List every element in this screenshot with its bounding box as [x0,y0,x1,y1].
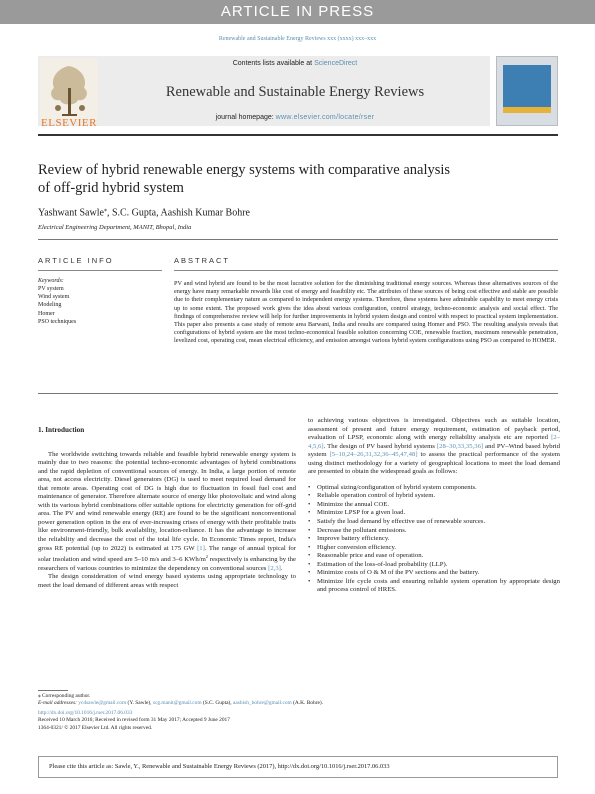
goals-list [308,484,560,595]
ref-link[interactable]: [5–10,24–26,31,32,36–45,47,48] [329,451,418,459]
elsevier-wordmark: ELSEVIER [41,117,97,129]
ref-link[interactable]: [28–30,33,35,36] [436,442,484,450]
article-in-press-banner: ARTICLE IN PRESS [0,0,595,24]
email-name: (S.C. Gupta), [201,700,234,707]
keyword-item: PV system [38,286,64,292]
right-text-c: and PV–Wind based hybrid system [308,442,561,459]
ref-link[interactable]: [2,3] [268,564,281,572]
right-column [308,417,560,595]
keywords-list [38,285,76,326]
ref-link[interactable]: [2–4,5,6] [308,434,560,450]
email-name: (A.K. Bohre). [291,700,324,707]
journal-cover-thumbnail-icon[interactable] [496,56,558,126]
title-line-1: Review of hybrid renewable energy systems with comparative analysis [38,162,451,178]
title-divider [38,239,558,240]
goal-item: • Satisfy the load demand by effective use of renewable sources. [308,518,560,527]
goal-item: • Minimize costs of O & M of the PV sections and the battery. [308,569,560,578]
cover-band [503,107,551,113]
contents-prefix: Contents lists available at [232,60,315,67]
email-link[interactable]: scg.manit@gmail.com [152,700,202,707]
email-label: E-mail addresses: [38,700,79,707]
goal-item: • Minimize life cycle costs and ensuring reliable system operation by appropriate design and process control of HRES. [308,578,560,595]
elsevier-tree-logo-icon [40,58,98,120]
first-author[interactable]: Yashwant Sawle [38,207,104,219]
intro-text-b: . The range of annual typical for solar insolation and wind speed are 5–10 m/s and 3–6 KWh/m [38,544,296,564]
goal-item: • Optimal sizing/configuration of hybrid system components. [308,484,560,493]
title-line-2: of off-grid hybrid system [38,180,184,196]
right-paragraph [308,417,560,477]
goal-item: • Reasonable price and ease of operation. [308,552,560,561]
journal-homepage [100,114,490,121]
header-divider [38,134,558,136]
intro-heading: 1. Introduction [38,426,85,434]
top-citation-link[interactable]: Renewable and Sustainable Energy Reviews xxx (xxxx) xxx–xxx [218,36,377,42]
intro-text-end: . [280,564,283,572]
goal-item: • Minimize the annual COE. [308,501,560,510]
author-list [38,206,250,218]
cover-image [503,65,551,107]
right-text-b: . The design of PV based hybrid systems [323,442,437,450]
right-text-a: to achieving various objectives is investigated. Objectives such as suitable location, assessment of present and future energy requirement, estimation of payback period, evaluation of LPSP, economic along with energy reliability analysis etc are reported [308,417,560,442]
email-link[interactable]: ycdsawle@gmail.com [78,700,127,707]
homepage-link[interactable]: www.elsevier.com/locate/rser [275,114,375,121]
right-text-d: to assess the practical performance of the system using distinct methodology for a variety of geographical locations to meet the load demand are presented to obtain the widespread goals as follows: [308,451,561,476]
article-info-rule [38,270,162,271]
article-title [38,161,558,197]
homepage-prefix: journal homepage: [215,114,276,121]
goal-item: • Reliable operation control of hybrid system. [308,492,560,501]
goal-item: • Higher conversion efficiency. [308,544,560,553]
email-link[interactable]: aashish_bohre@gmail.com [233,700,292,707]
footnote-rule [38,690,68,691]
abstract-label: ABSTRACT [174,256,231,265]
contents-line [100,60,490,67]
other-authors[interactable]: , S.C. Gupta, Aashish Kumar Bohre [106,207,250,219]
journal-title[interactable]: Renewable and Sustainable Energy Reviews [165,84,425,100]
superscript: 2 [205,554,209,560]
email-line [38,700,558,707]
corresponding-mark[interactable]: ⁎ [103,207,107,213]
intro-paragraph-2: The design consideration of wind energy based systems using appropriate technology to meet the load demand of different areas with respect [38,573,296,589]
copyright: 1364-0321/ © 2017 Elsevier Ltd. All rights reserved. [38,724,153,731]
abstract-rule [174,270,558,271]
goal-item: • Estimation of the loss-of-load probability (LLP). [308,561,560,570]
article-info-label: ARTICLE INFO [38,256,114,265]
goal-item: • Improve battery efficiency. [308,535,560,544]
footnotes [38,693,558,732]
intro-text-c: respectively is enhancing by the researchers of various countries to minimize the dependency on conventional sources [38,556,296,572]
intro-text-a: The worldwide switching towards reliable and feasible hybrid renewable energy system is mainly due to two reasons: the potential techno-economic advantages of hybrid combinations and the rapid depletion of conventional sources of energy. In India, a large portion of remote area, not access electricity. Diesel generators (DG) is used to meet required load demand for that remote areas. Operating cost of DG is high due to fluctuation in fossil fuel cost and maintenance of generator. Therefore alternate source of energy like photovoltaic and wind along with its various hybrid combinations offer suitable options for electricity generation for off-grid area. The PV and wind renewable energy (RE) are found to be the significant nonconventional power generation option in the era of ever-increasing crises of energy with their profitable traits like environment-friendly, bulk availability, location-reliance. It has the advantage to increase the reliability and decrease the cost of the total life cycle. In Economic Times report, India's gross RE potential (up to 2022) is estimated at 175 GW [38,450,296,552]
keyword-item: Wind system [38,294,70,301]
keyword-item: PSO techniques [38,318,77,325]
abstract-text: PV and wind hybrid are found to be the most lucrative solution for the diminishing traditional energy sources. Whereas these alternatives sources of the energy have many remarkable rewards like cost of energy and feasibility etc. The attributes of these sources of being cost effective and stable are possible due to their complementary nature as compared to independent energy systems. Therefore, these systems have admirable capability to meet energy crisis up to some extent. The proposed work gives the idea about various configuration, control strategy, techno-economic analysis and social effect. The findings of comprehensive review will help for further improvements in hybrid system design and control with respect to practical system implementation. This paper also presents a case study of remote area Barwani, India and results are compared using Homer and PSO. The resulting analysis reveals that configurations of hybrid system are the most techno-economical feasible solution concerning COE, renewable fraction, maximum renewable penetration, levelized cost, operating cost, mean electrical efficiency, and emission amongst various hybrid system configurations using PSO as compared to HOMER. [174,280,558,345]
left-column [38,426,296,591]
keywords-heading: Keywords: [38,278,64,284]
intro-paragraph-1 [38,451,296,574]
abstract-divider [38,393,558,394]
keyword-item: Homer [38,310,55,317]
goal-item: • Decrease the pollutant emissions. [308,527,560,536]
doi-link[interactable]: http://dx.doi.org/10.1016/j.rser.2017.06.033 [38,709,133,716]
keyword-item: Modeling [38,302,62,309]
received-dates: Received 10 March 2016; Received in revised form 31 May 2017; Accepted 9 June 2017 [38,717,230,724]
please-cite-box: Please cite this article as: Sawle, Y., Renewable and Sustainable Energy Reviews (2017), http://dx.doi.org/10.1016/j.rser.2017.06.033 [38,756,558,778]
goal-item: • Minimize LPSP for a given load. [308,509,560,518]
sciencedirect-link[interactable]: ScienceDirect [314,60,358,67]
affiliation: Electrical Engineering Department, MANIT, Bhopal, India [38,224,192,231]
ref-link[interactable]: [1] [197,544,205,552]
corresponding-note: ⁎ Corresponding author. [38,693,91,699]
email-name: (Y. Sawle), [126,700,153,707]
